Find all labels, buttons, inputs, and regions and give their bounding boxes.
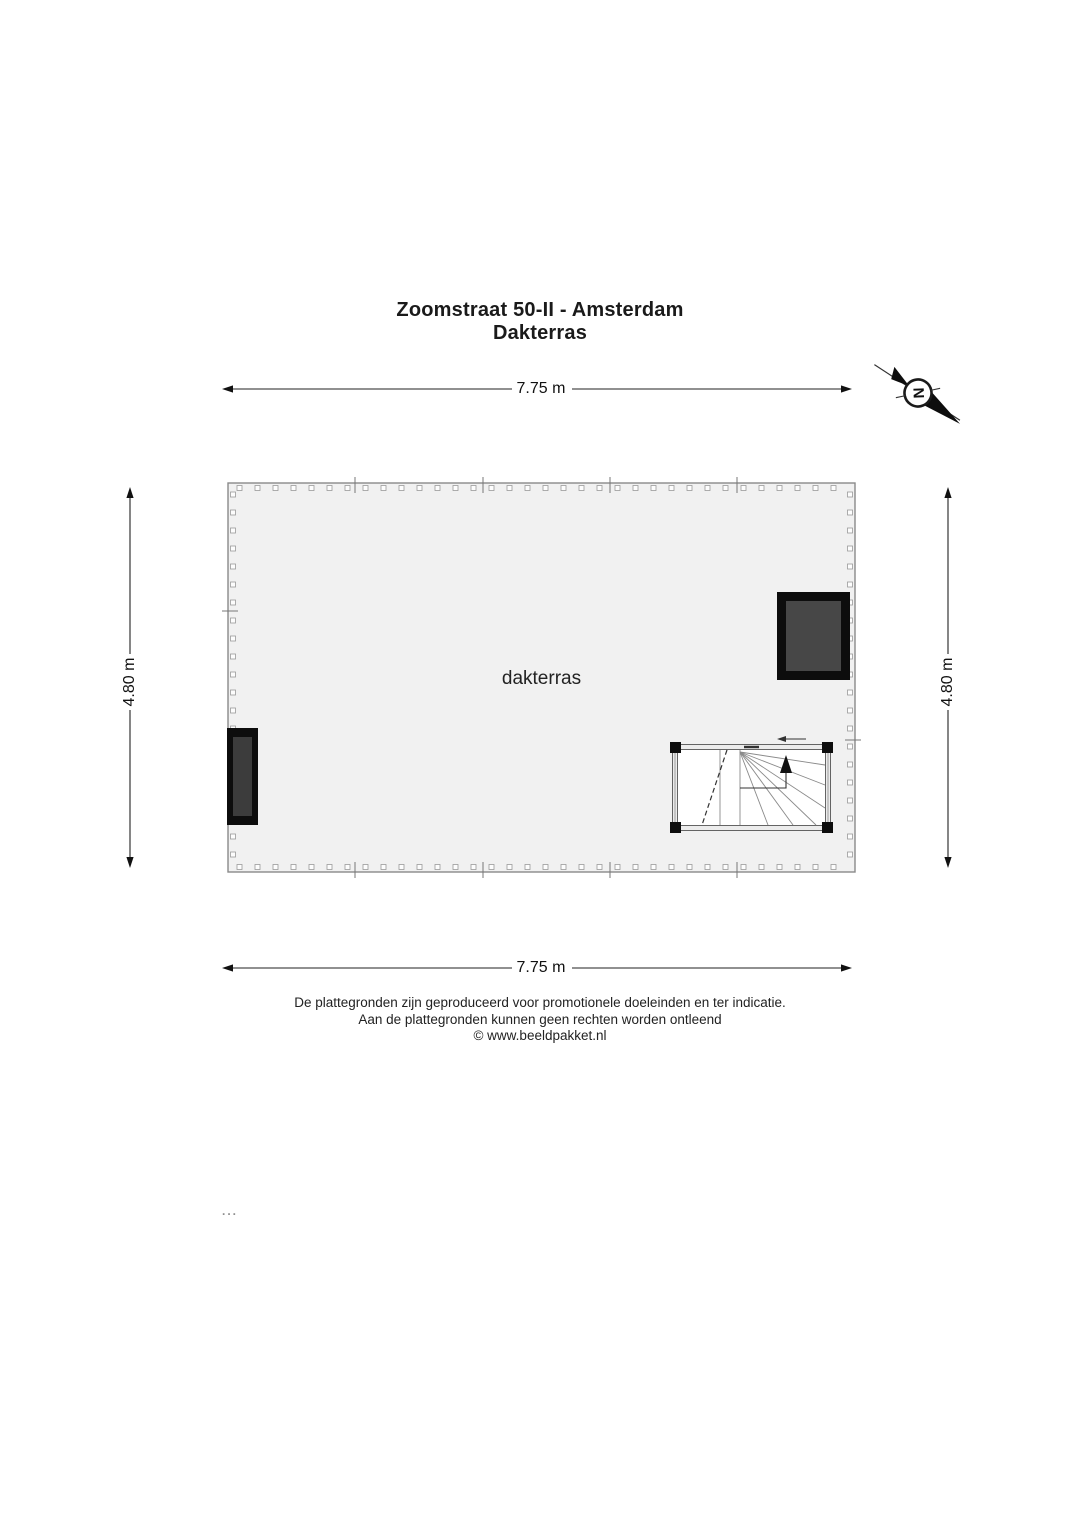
dimension-label-bottom: 7.75 m: [516, 959, 566, 976]
footer-copyright: © www.beeldpakket.nl: [473, 1028, 607, 1043]
title-floor: Dakterras: [492, 322, 588, 344]
north-compass-icon: [866, 351, 971, 434]
footer-disclaimer: [0, 995, 1080, 1045]
staircase: [670, 742, 833, 833]
ellipsis-mark: ...: [222, 1204, 239, 1218]
dimension-label-left: 4.80 m: [121, 657, 138, 707]
page-title: [0, 299, 1080, 345]
footer-line-1: De plattegronden zijn geproduceerd voor promotionele doeleinden en ter indicatie.: [294, 995, 786, 1010]
title-address: Zoomstraat 50-II - Amsterdam: [396, 299, 684, 321]
roof-hatch: [227, 728, 258, 825]
dimension-label-top: 7.75 m: [516, 380, 566, 397]
room-label: dakterras: [501, 668, 582, 689]
chimney: [777, 592, 850, 680]
footer-line-2: Aan de plattegronden kunnen geen rechten worden ontleend: [358, 1011, 722, 1027]
compass-n-label: N: [909, 387, 927, 399]
dimension-label-right: 4.80 m: [939, 657, 956, 707]
